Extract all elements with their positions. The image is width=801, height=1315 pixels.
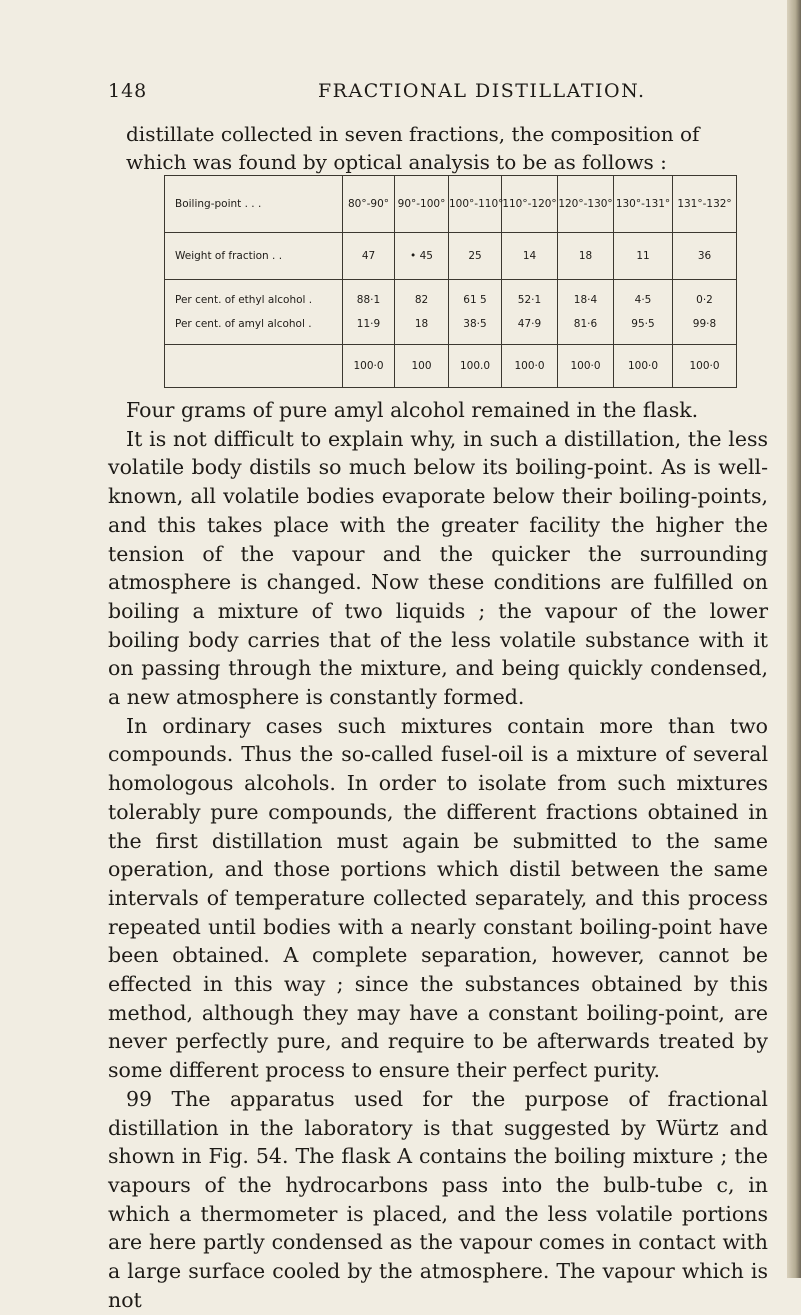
table-cell: 110°-120° [502, 176, 558, 233]
table-cell: 100·0 [673, 345, 737, 388]
table-row [165, 176, 737, 233]
fraction-composition-table [164, 175, 737, 388]
table-cell [502, 280, 558, 345]
paragraph: In ordinary cases such mixtures contain more than two compounds. Thus the so-called fusel-oil is a mixture of several homologous alcohols. In order to isolate from such mixtures tolerably pure compounds, the different fractions obtained in the first distillation must again be submitted to the same operation, and those portions which distil between the same intervals of temperature collected separately, and this process repeated until bodies with a nearly constant boiling-point have been obtained. A complete separation, however, cannot be effected in this way ; since the substances obtained by this method, although they may have a constant boiling-point, are never perfectly pure, and require to be afterwards treated by some different process to ensure their perfect purity. [108, 713, 768, 1083]
table-row [165, 345, 737, 388]
table-cell: 100·0 [343, 345, 395, 388]
ethyl-value: 18·4 [573, 294, 598, 306]
table-cell [614, 280, 673, 345]
page-number: 148 [108, 80, 148, 102]
table-cell [343, 280, 395, 345]
table-cell: 131°-132° [673, 176, 737, 233]
running-title: FRACTIONAL DISTILLATION. [318, 80, 646, 102]
paragraph: Four grams of pure amyl alcohol remained in the flask. [126, 398, 699, 422]
table-cell: Weight of fraction . . [165, 233, 343, 280]
ethyl-value: 82 [414, 294, 429, 306]
amyl-value: 47·9 [517, 318, 542, 330]
table-cell [449, 280, 502, 345]
body-text [108, 396, 768, 1315]
table-cell: 100·0 [502, 345, 558, 388]
table-cell: 18 [558, 233, 614, 280]
table-cell: 11 [614, 233, 673, 280]
page-header [0, 80, 801, 110]
ethyl-value: 61 5 [463, 294, 487, 306]
table-cell-empty [165, 345, 343, 388]
amyl-value: 18 [414, 318, 429, 330]
table-cell: 130°-131° [614, 176, 673, 233]
table-cell: 47 [343, 233, 395, 280]
table-cell: 80°-90° [343, 176, 395, 233]
table-cell: 14 [502, 233, 558, 280]
intro-paragraph: distillate collected in seven fractions, the composition of which was found by optical analysis to be as follows : [126, 122, 700, 174]
table-cell: 100·0 [614, 345, 673, 388]
table-row [165, 280, 737, 345]
table-cell: 36 [673, 233, 737, 280]
ethyl-value: 88·1 [356, 294, 381, 306]
table-cell [395, 280, 449, 345]
amyl-value: 38·5 [463, 318, 487, 330]
amyl-value: 81·6 [573, 318, 598, 330]
table-cell: 90°-100° [395, 176, 449, 233]
ethyl-value: 4·5 [634, 294, 652, 306]
table-cell: 100.0 [449, 345, 502, 388]
table-cell: 120°-130° [558, 176, 614, 233]
paragraph: It is not difficult to explain why, in such a distillation, the less volatile body distils so much below its boiling-point. As is well-known, all volatile bodies evaporate below their boiling-points, and this takes place with the greater facility the higher the tension of the vapour and the quicker the surrounding atmosphere is changed. Now these conditions are fulfilled on boiling a mixture of two liquids ; the vapour of the lower boiling body carries that of the less volatile substance with it on passing through the mixture, and being quickly condensed, a new atmosphere is constantly formed. [108, 426, 768, 710]
ethyl-value: 52·1 [517, 294, 542, 306]
table-cell [558, 280, 614, 345]
ethyl-label: Per cent. of ethyl alcohol . [175, 294, 313, 306]
amyl-value: 11·9 [356, 318, 381, 330]
page-edge-shadow [787, 0, 801, 1278]
table-row [165, 233, 737, 280]
amyl-value: 99·8 [692, 318, 717, 330]
ethyl-value: 0·2 [696, 294, 713, 306]
table-cell: • 45 [395, 233, 449, 280]
table-cell [165, 280, 343, 345]
table-cell: 100·0 [558, 345, 614, 388]
table-cell: Boiling-point . . . [165, 176, 343, 233]
amyl-label: Per cent. of amyl alcohol . [175, 318, 312, 330]
paragraph: 99 The apparatus used for the purpose of fractional distillation in the laboratory is that suggested by Würtz and shown in Fig. 54. The flask A contains the boiling mixture ; the vapours of the hydrocarbons pass into the bulb-tube c, in which a thermometer is placed, and the less volatile portions are here partly condensed as the vapour comes in contact with a large surface cooled by the atmosphere. The vapour which is not [108, 1086, 768, 1312]
table-cell: 100 [395, 345, 449, 388]
amyl-value: 95·5 [631, 318, 655, 330]
table-cell: 25 [449, 233, 502, 280]
table-cell [673, 280, 737, 345]
table-cell: 100°-110° [449, 176, 502, 233]
